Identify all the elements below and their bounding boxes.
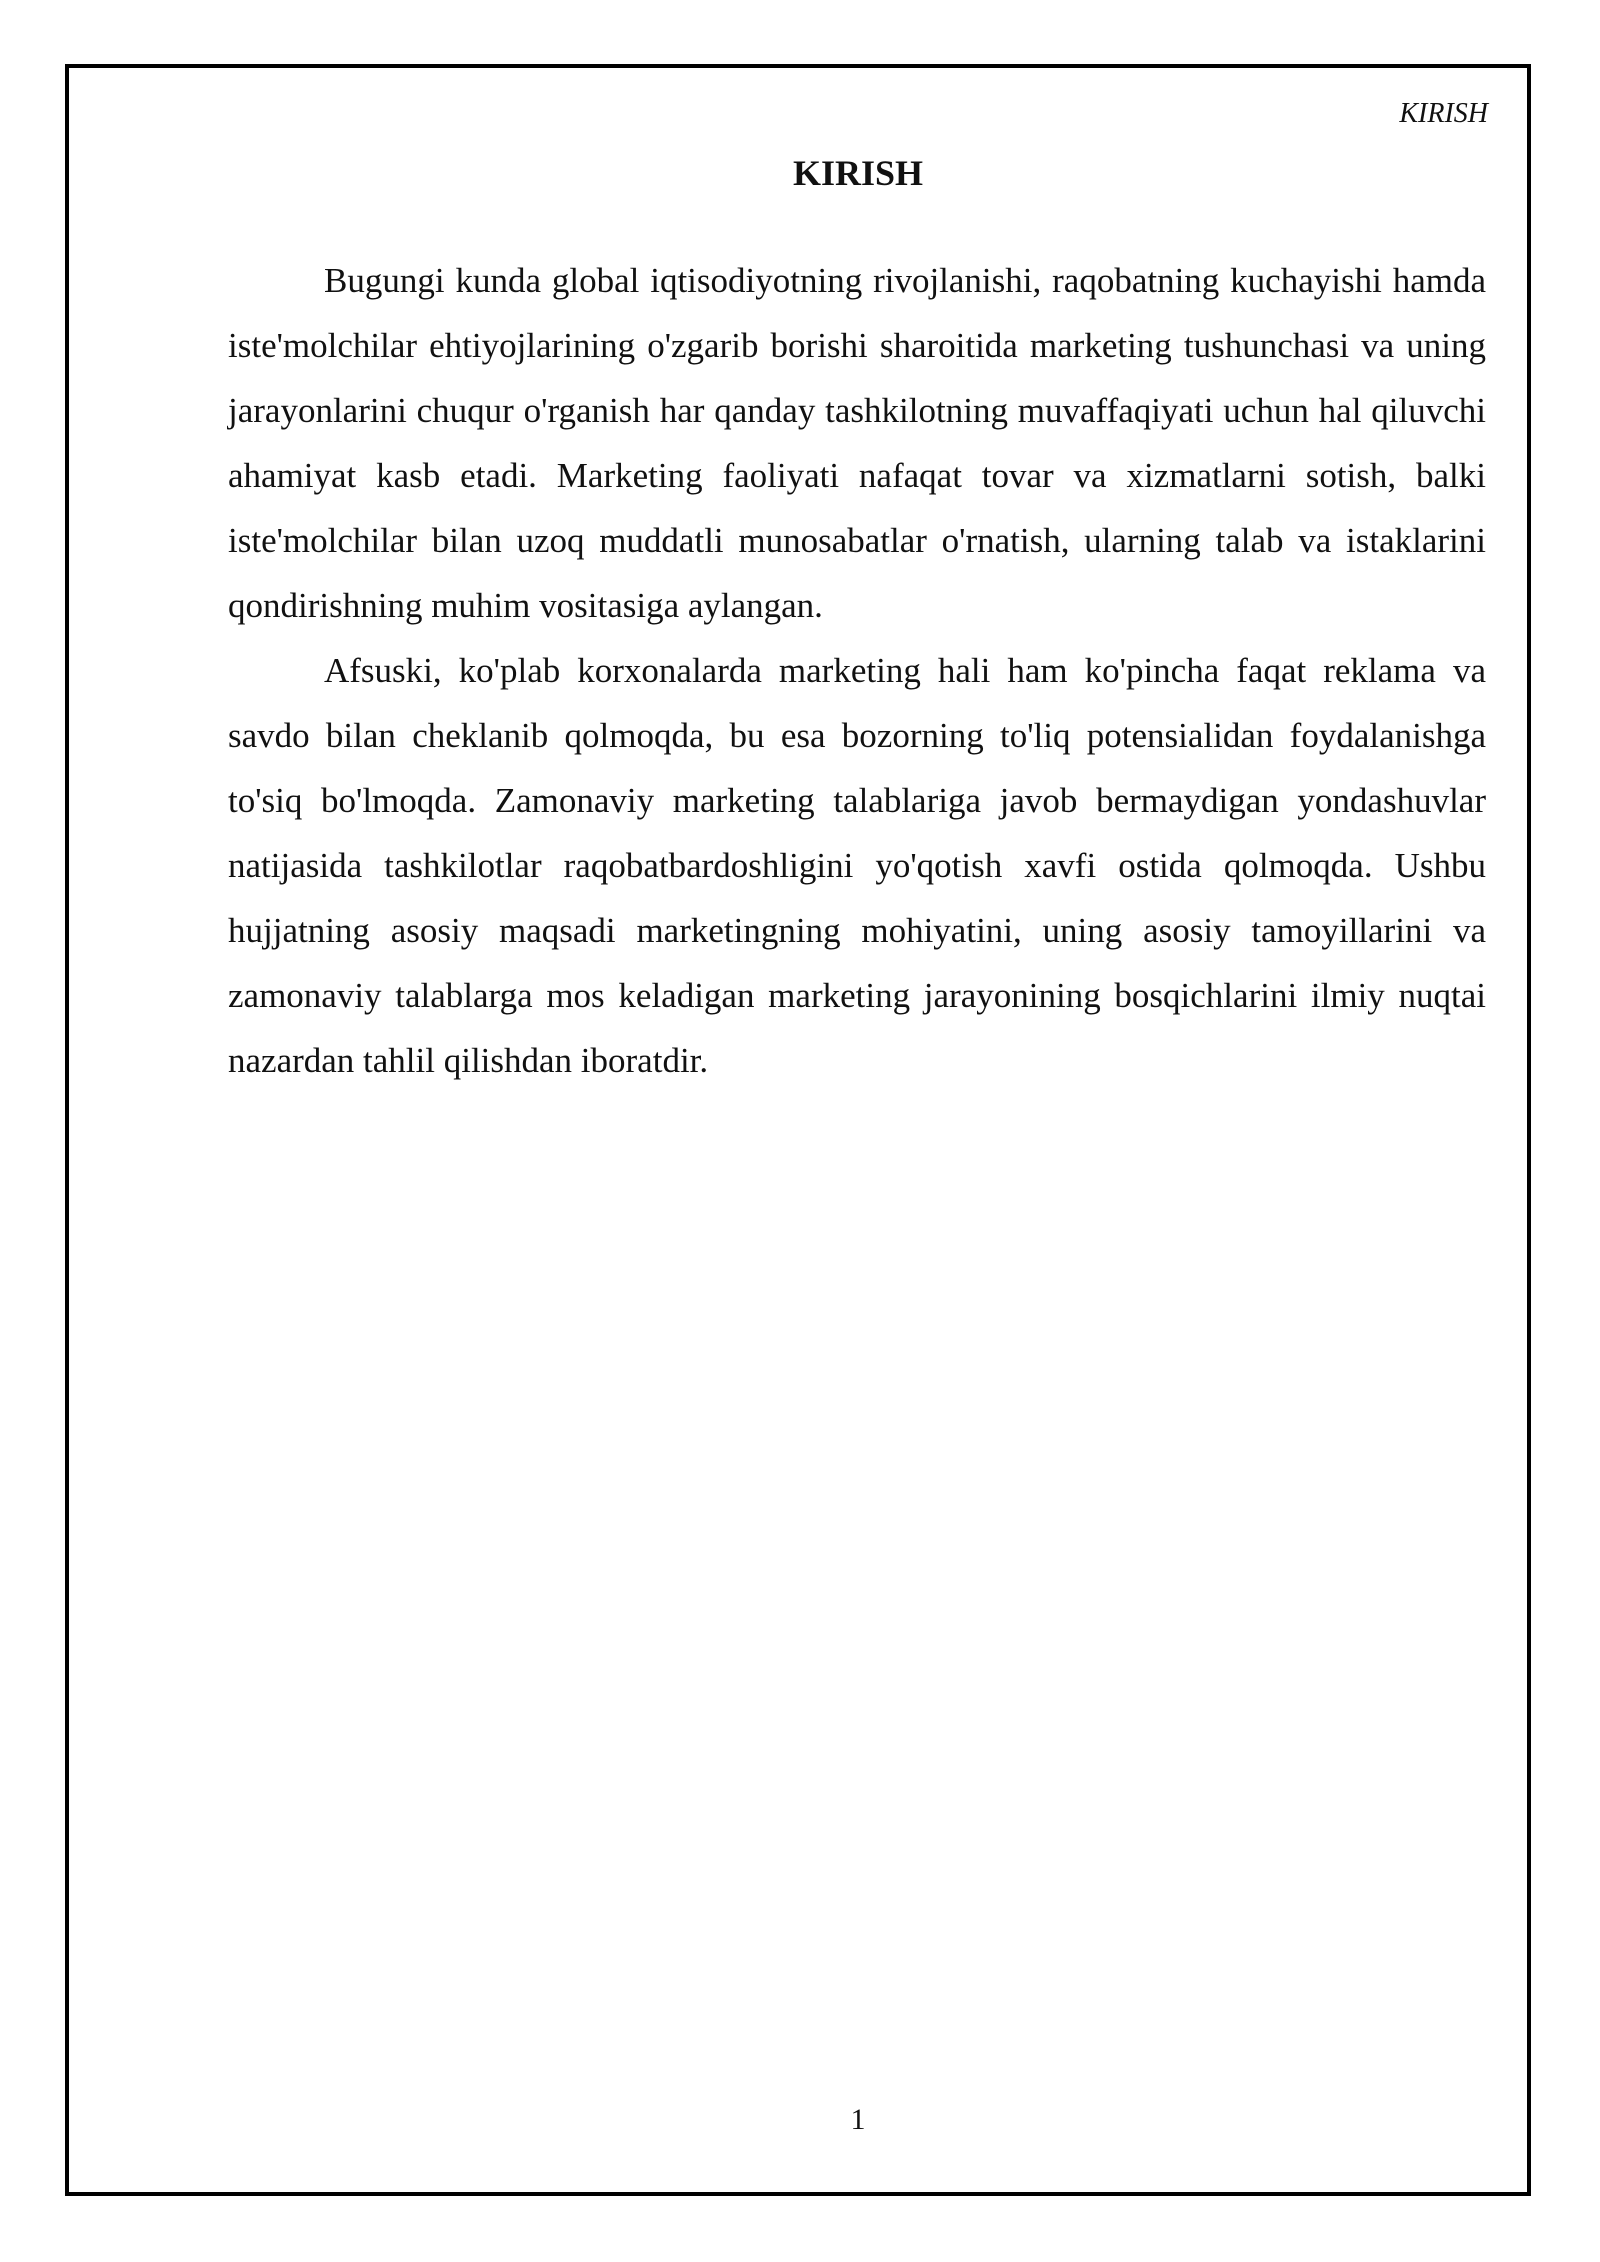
document-body (228, 248, 1486, 1093)
paragraph-intro: Bugungi kunda global iqtisodiyotning rivojlanishi, raqobatning kuchayishi hamda iste'molchilar ehtiyojlarining o'zgarib borishi sharoitida marketing tushunchasi va uning jarayonlarini chuqur o'rganish har qanday tashkilotning muvaffaqiyati uchun hal qiluvchi ahamiyat kasb etadi. Marketing faoliyati nafaqat tovar va xizmatlarni sotish, balki iste'molchilar bilan uzoq muddatli munosabatlar o'rnatish, ularning talab va istaklarini qondirishning muhim vositasiga aylangan. (228, 261, 1486, 625)
running-header: KIRISH (1399, 98, 1488, 129)
paragraph-purpose: Afsuski, ko'plab korxonalarda marketing hali ham ko'pincha faqat reklama va savdo bilan cheklanib qolmoqda, bu esa bozorning to'liq potensialidan foydalanishga to'siq bo'lmoqda. Zamonaviy marketing talablariga javob bermaydigan yondashuvlar natijasida tashkilotlar raqobatbardoshligini yo'qotish xavfi ostida qolmoqda. Ushbu hujjatning asosiy maqsadi marketingning mohiyatini, uning asosiy tamoyillarini va zamonaviy talablarga mos keladigan marketing jarayonining bosqichlarini ilmiy nuqtai nazardan tahlil qilishdan iboratdir. (228, 651, 1486, 1080)
page-number: 1 (850, 2103, 866, 2136)
page-title: KIRISH (792, 153, 924, 193)
